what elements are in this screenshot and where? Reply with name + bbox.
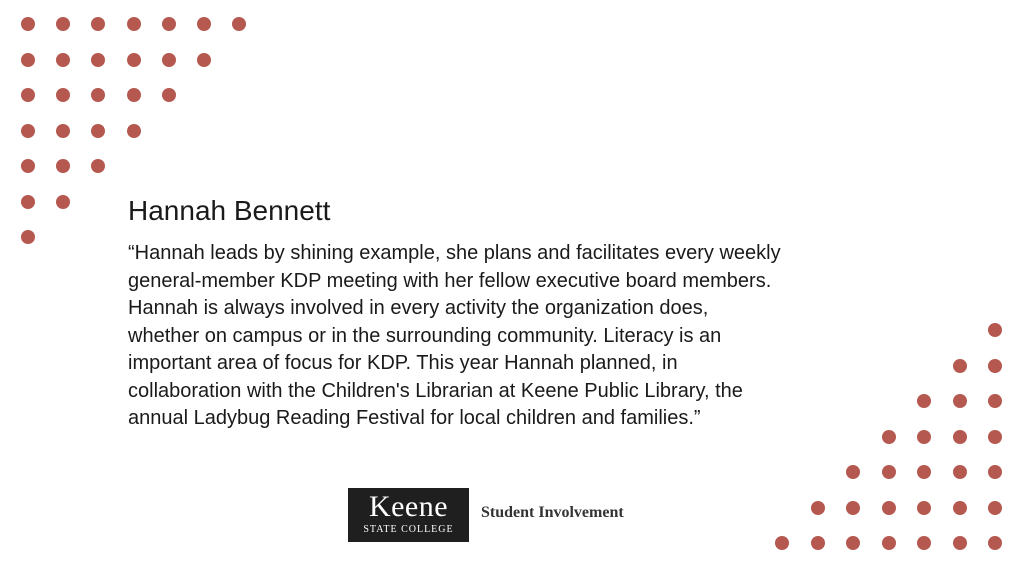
decorative-dot [162, 17, 176, 31]
decorative-dot [127, 53, 141, 67]
decorative-dot [917, 465, 931, 479]
decorative-dot [91, 159, 105, 173]
decorative-dot [127, 124, 141, 138]
decorative-dot [197, 17, 211, 31]
decorative-dot [917, 536, 931, 550]
decorative-dot [811, 501, 825, 515]
decorative-dot [882, 536, 896, 550]
decorative-dot [775, 536, 789, 550]
decorative-dot [21, 88, 35, 102]
decorative-dot [91, 124, 105, 138]
decorative-dot [162, 88, 176, 102]
decorative-dot [21, 195, 35, 209]
decorative-dot [846, 501, 860, 515]
quote-line: whether on campus or in the surrounding community. Literacy is an [128, 324, 722, 347]
decorative-dot [811, 536, 825, 550]
decorative-dot [21, 230, 35, 244]
quote-text [128, 240, 908, 433]
decorative-dot [988, 323, 1002, 337]
quote-line: important area of focus for KDP. This year Hannah planned, in [128, 352, 678, 374]
person-name: Hannah Bennett [128, 195, 331, 226]
decorative-dot [988, 465, 1002, 479]
decorative-dot [953, 359, 967, 373]
quote-line: “Hannah leads by shining example, she plans and facilitates every weekly [128, 242, 781, 264]
department-label: Student Involvement [481, 504, 624, 521]
decorative-dot [56, 88, 70, 102]
quote-line: Hannah is always involved in every activity the organization does, [128, 297, 709, 319]
decorative-dot [917, 430, 931, 444]
decorative-dot [953, 465, 967, 479]
decorative-dot [56, 159, 70, 173]
decorative-dot [21, 159, 35, 173]
decorative-dot [232, 17, 246, 31]
decorative-dot [56, 53, 70, 67]
decorative-dot [988, 501, 1002, 515]
decorative-dot [846, 465, 860, 479]
decorative-dot [56, 17, 70, 31]
decorative-dot [91, 88, 105, 102]
decorative-dot [917, 501, 931, 515]
decorative-dot [988, 359, 1002, 373]
decorative-dot [882, 501, 896, 515]
quote-line: annual Ladybug Reading Festival for local children and families.” [128, 407, 701, 429]
decorative-dot [988, 394, 1002, 408]
decorative-dot [91, 17, 105, 31]
quote-line: collaboration with the Children's Librarian at Keene Public Library, the [128, 379, 743, 402]
decorative-dot [882, 465, 896, 479]
decorative-dot [21, 124, 35, 138]
logo-wordmark: Keene [368, 490, 449, 523]
decorative-dot [953, 394, 967, 408]
keene-state-college-logo [348, 488, 469, 542]
decorative-dot [162, 53, 176, 67]
decorative-dot [127, 17, 141, 31]
decorative-dot [846, 536, 860, 550]
decorative-dot [953, 430, 967, 444]
decorative-dot [56, 195, 70, 209]
decorative-dot [988, 536, 1002, 550]
decorative-dot [91, 53, 105, 67]
decorative-dot [953, 501, 967, 515]
decorative-dot [56, 124, 70, 138]
logo-subtitle: STATE COLLEGE [363, 524, 454, 535]
decorative-dot [197, 53, 211, 67]
decorative-dot [21, 17, 35, 31]
decorative-dot [953, 536, 967, 550]
decorative-dot [917, 394, 931, 408]
quote-line: general-member KDP meeting with her fellow executive board members. [128, 269, 772, 292]
decorative-dot [127, 88, 141, 102]
decorative-dot [21, 53, 35, 67]
decorative-dot [988, 430, 1002, 444]
